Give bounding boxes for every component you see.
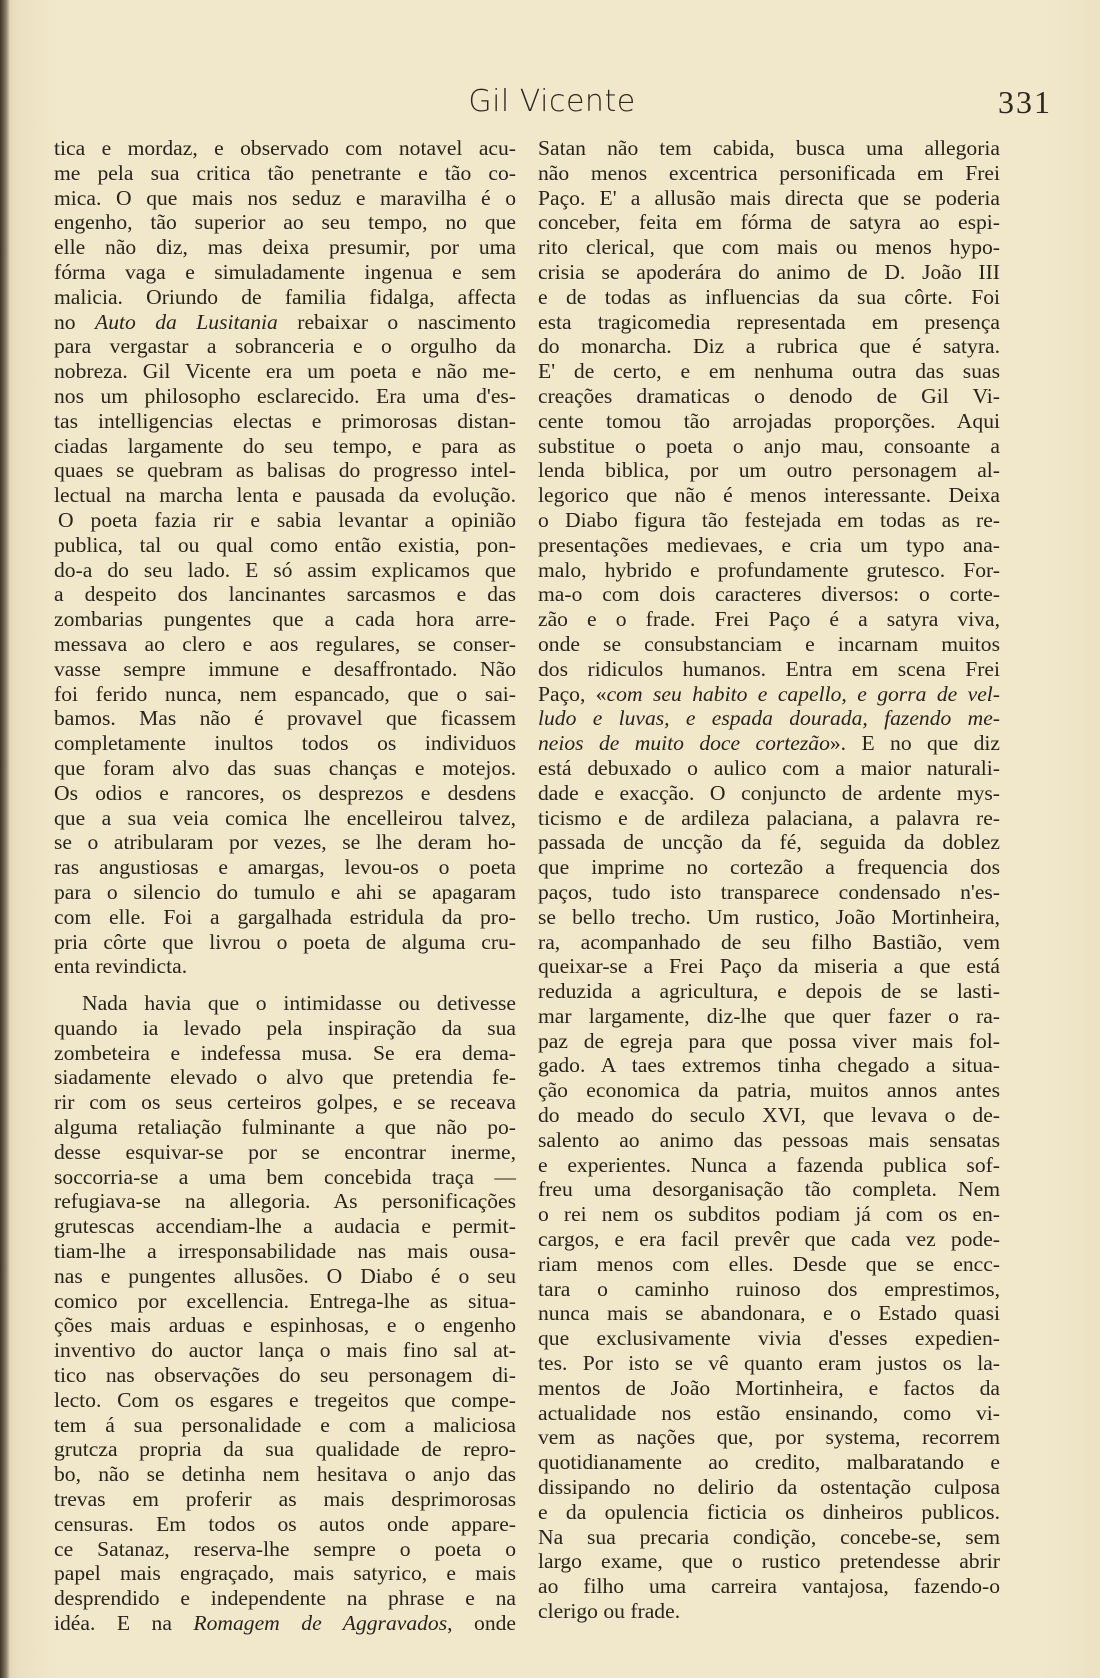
text-line: O poeta fazia rir e sabia levantar a opinião <box>58 507 516 532</box>
text-line: lenda biblica, por um outro personagem al- <box>538 458 1000 483</box>
text-line: tico nas observações do seu personagem di- <box>54 1363 516 1388</box>
text-line: tem á sua personalidade e com a maliciosa <box>54 1412 516 1437</box>
text-line: ra, acompanhado de seu filho Bastião, vem <box>538 929 1000 954</box>
text-line: ma-o com dois caracteres diversos: o corte- <box>538 582 1000 607</box>
italic-title: Romagem de Aggravados <box>193 1611 448 1636</box>
text-line: Na sua precaria condição, concebe-se, sem <box>538 1524 1000 1549</box>
text-line: cargos, e era facil prevêr que cada vez pode- <box>538 1227 1000 1252</box>
text-line: soccorria-se a uma bem concebida traça — <box>54 1164 516 1189</box>
text-line: do monarcha. Diz a rubrica que é satyra. <box>538 334 1000 359</box>
text-line: fórma vaga e simuladamente ingenua e sem <box>54 259 516 284</box>
text-line: se bello trecho. Um rustico, João Mortinheira, <box>538 904 1000 929</box>
text-line: ce Satanaz, reserva-lhe sempre o poeta o <box>54 1536 516 1561</box>
text-line: Paço, «com seu habito e capello, e gorra de vel- <box>538 681 1000 706</box>
text-line: lectual na marcha lenta e pausada da evolução. <box>54 483 516 508</box>
text-line: dade e exacção. O conjuncto de ardente mys- <box>538 780 1000 805</box>
text-line: substitue o poeta o anjo mau, consoante a <box>538 433 1000 458</box>
paragraph <box>538 136 1000 1624</box>
text-line: publica, tal ou qual como então existia, pon- <box>54 532 516 557</box>
text-line: reduzida a agricultura, e depois de se lasti- <box>538 979 1000 1004</box>
text-line: ticismo e de ardileza palaciana, a palavra re- <box>538 805 1000 830</box>
text-line: Nada havia que o intimidasse ou detivesse <box>82 991 516 1016</box>
text-line: se o atribularam por vezes, se lhe deram ho- <box>54 830 516 855</box>
text-line: riam menos com elles. Desde que se encc- <box>538 1251 1000 1276</box>
text-line: zombarias pungentes que a cada hora arre- <box>54 607 516 632</box>
text-line: grutcza propria da sua qualidade de repro- <box>54 1437 516 1462</box>
text-line: ao filho uma carreira vantajosa, fazendo-o <box>538 1574 1000 1599</box>
text-line: e da opulencia ficticia os dinheiros publicos. <box>538 1499 1000 1524</box>
text-line: o Diabo figura tão festejada em todas as re- <box>538 507 1000 532</box>
paragraph-gap <box>54 979 516 991</box>
text-line: nos um philosopho esclarecido. Era uma d'es- <box>54 383 516 408</box>
text-line: nas e pungentes allusões. O Diabo é o seu <box>54 1263 516 1288</box>
text-line: siadamente elevado o alvo que pretendia fe- <box>54 1065 516 1090</box>
text-line: quotidianamente ao credito, malbaratando e <box>538 1450 1000 1475</box>
text-line: neios de muito doce cortezão». E no que diz <box>538 731 1000 756</box>
text-line: rir com os seus certeiros golpes, e se receava <box>54 1090 516 1115</box>
text-line: largo exame, que o rustico pretendesse abrir <box>538 1549 1000 1574</box>
text-line: mentos de João Mortinheira, e factos da <box>538 1375 1000 1400</box>
text-line: desse esquivar-se por se encontrar inerme, <box>54 1139 516 1164</box>
text-line: inventivo do auctor lança o mais fino sal at- <box>54 1338 516 1363</box>
text-line: quando ia levado pela inspiração da sua <box>54 1015 516 1040</box>
text-line: ções mais arduas e espinhosas, e o engenho <box>54 1313 516 1338</box>
text-line: lecto. Com os esgares e tregeitos que compe- <box>54 1387 516 1412</box>
text-line: censuras. Em todos os autos onde appare- <box>54 1511 516 1536</box>
text-line: não menos excentrica personificada em Frei <box>538 160 1000 185</box>
text-line: elle não diz, mas deixa presumir, por uma <box>54 235 516 260</box>
running-header <box>52 84 1052 124</box>
text-line: malo, hybrido e profundamente grutesco. For- <box>538 557 1000 582</box>
text-line: conceber, feita em fórma de satyra ao espi- <box>538 210 1000 235</box>
text-line: tica e mordaz, e observado com notavel acu- <box>54 136 516 160</box>
text-line: creações dramaticas o denodo de Gil Vi- <box>538 383 1000 408</box>
italic-title: Auto da Lusitania <box>95 309 278 334</box>
text-line: tara o caminho ruinoso dos emprestimos, <box>538 1276 1000 1301</box>
text-line: para vergastar a sobranceria e o orgulho da <box>54 334 516 359</box>
text-line: nunca mais se abandonara, e o Estado quasi <box>538 1301 1000 1326</box>
text-line: paços, tudo isto transparece condensado n'es- <box>538 879 1000 904</box>
text-line: gado. A taes extremos tinha chegado a situa- <box>538 1053 1000 1078</box>
text-line: a despeito dos lancinantes sarcasmos e das <box>54 582 516 607</box>
text-line: legorico que não é menos interessante. Deixa <box>538 483 1000 508</box>
page-number: 331 <box>998 84 1052 120</box>
text-line: completamente inultos todos os individuos <box>54 731 516 756</box>
text-line: dissipando no delirio da ostentação culposa <box>538 1475 1000 1500</box>
text-line: para o silencio do tumulo e ahi se apagaram <box>54 879 516 904</box>
text-line: presentações medievaes, e cria um typo ana- <box>538 532 1000 557</box>
text-line: Paço. E' a allusão mais directa que se poderia <box>538 185 1000 210</box>
text-line: que foram alvo das suas chanças e motejos. <box>54 755 516 780</box>
running-title: Gil Vicente <box>468 84 636 119</box>
text-line: Satan não tem cabida, busca uma allegoria <box>538 136 1000 160</box>
text-line: tiam-lhe a irresponsabilidade nas mais ousa- <box>54 1239 516 1264</box>
text-line: me pela sua critica tão penetrante e tão co- <box>54 160 516 185</box>
text-line: foi ferido nunca, nem espancado, que o sai- <box>54 681 516 706</box>
text-line: pria côrte que livrou o poeta de alguma cru- <box>54 929 516 954</box>
text-line: engenho, tão superior ao seu tempo, no que <box>54 210 516 235</box>
text-line: grutescas accendiam-lhe a audacia e permit- <box>54 1214 516 1239</box>
text-line: alguma retaliação fulminante a que não po- <box>54 1115 516 1140</box>
text-line: mar largamente, diz-lhe que quer fazer o ra- <box>538 1003 1000 1028</box>
text-line: messava ao clero e aos regulares, se conser- <box>54 631 516 656</box>
paragraph <box>54 136 516 979</box>
text-line: nobreza. Gil Vicente era um poeta e não me- <box>54 359 516 384</box>
text-line: salento ao animo das pessoas mais sensatas <box>538 1127 1000 1152</box>
text-line: dos ridiculos humanos. Entra em scena Frei <box>538 656 1000 681</box>
text-line: desprendido e independente na phrase e na <box>54 1586 516 1611</box>
text-line: tes. Por isto se vê quanto eram justos os la- <box>538 1351 1000 1376</box>
text-line: no Auto da Lusitania rebaixar o nascimento <box>54 309 516 334</box>
text-line: comico por excellencia. Entrega-lhe as situa- <box>54 1288 516 1313</box>
text-line: idéa. E na Romagem de Aggravados, onde <box>54 1611 516 1636</box>
text-line: está debuxado o aulico com a maior naturali- <box>538 755 1000 780</box>
text-line <box>538 706 1000 731</box>
text-line: bo, não se detinha nem hesitava o anjo das <box>54 1462 516 1487</box>
italic-title: com seu habito e capello, e gorra de vel- <box>606 681 1000 706</box>
paragraph <box>54 991 516 1636</box>
text-line: malicia. Oriundo de familia fidalga, affecta <box>54 284 516 309</box>
text-line: passada de uncção da fé, seguida da doblez <box>538 830 1000 855</box>
text-line: que imprime no cortezão a frequencia dos <box>538 855 1000 880</box>
text-line: ras angustiosas e amargas, levou-os o poeta <box>54 855 516 880</box>
text-line: clerigo ou frade. <box>538 1599 681 1624</box>
text-line: esta tragicomedia representada em presença <box>538 309 1000 334</box>
text-line: ção economica da patria, muitos annos antes <box>538 1078 1000 1103</box>
text-line: E' de certo, e em nenhuma outra das suas <box>538 359 1000 384</box>
text-line: onde se consubstanciam e incarnam muitos <box>538 631 1000 656</box>
text-line: actualidade nos estão ensinando, como vi- <box>538 1400 1000 1425</box>
text-line: refugiava-se na allegoria. As personificações <box>54 1189 516 1214</box>
text-line: do meado do seculo XVI, que levava o de- <box>538 1103 1000 1128</box>
text-line: tas intelligencias electas e primorosas distan- <box>54 408 516 433</box>
text-line: quaes se quebram as balisas do progresso intel- <box>54 458 516 483</box>
text-line: vem as nações que, por systema, recorrem <box>538 1425 1000 1450</box>
text-line: que exclusivamente vivia d'esses expedien- <box>538 1326 1000 1351</box>
text-line: rito clerical, que com mais ou menos hypo- <box>538 235 1000 260</box>
italic-title: ludo e luvas, e espada dourada, fazendo me- <box>538 706 1000 731</box>
text-line: mica. O que mais nos seduz e maravilha é o <box>54 185 516 210</box>
text-line: crisia se apoderára do animo de D. João III <box>538 259 1000 284</box>
italic-title: neios de muito doce cortezão <box>538 731 830 756</box>
text-line: com elle. Foi a gargalhada estridula da pro- <box>54 904 516 929</box>
text-line: zão e o frade. Frei Paço é a satyra viva, <box>538 607 1000 632</box>
text-line: queixar-se a Frei Paço da miseria a que está <box>538 954 1000 979</box>
text-line: paz de egreja para que possa viver mais fol- <box>538 1028 1000 1053</box>
text-line: e experientes. Nunca a fazenda publica sof- <box>538 1152 1000 1177</box>
text-line: bamos. Mas não é provavel que ficassem <box>54 706 516 731</box>
left-column <box>54 136 516 1636</box>
text-line: zombeteira e indefessa musa. Se era dema- <box>54 1040 516 1065</box>
text-line: Os odios e rancores, os desprezos e desdens <box>54 780 516 805</box>
right-column <box>538 136 1000 1624</box>
text-line: e de todas as influencias da sua côrte. Foi <box>538 284 1000 309</box>
text-line: freu uma desorganisação tão completa. Nem <box>538 1177 1000 1202</box>
text-line: que a sua veia comica lhe encelleirou talvez, <box>54 805 516 830</box>
binding-shadow <box>0 0 10 1678</box>
text-line: do-a do seu lado. E só assim explicamos que <box>54 557 516 582</box>
text-line: cente tomou tão arrojadas proporções. Aqui <box>538 408 1000 433</box>
text-line: o rei nem os subditos podiam já com os en- <box>538 1202 1000 1227</box>
text-line: trevas em proferir as mais desprimorosas <box>54 1487 516 1512</box>
text-line: papel mais engraçado, mais satyrico, e mais <box>54 1561 516 1586</box>
text-line: enta revindicta. <box>54 954 188 979</box>
text-line: ciadas largamente do seu tempo, e para as <box>54 433 516 458</box>
text-line: vasse sempre immune e desaffrontado. Não <box>54 656 516 681</box>
